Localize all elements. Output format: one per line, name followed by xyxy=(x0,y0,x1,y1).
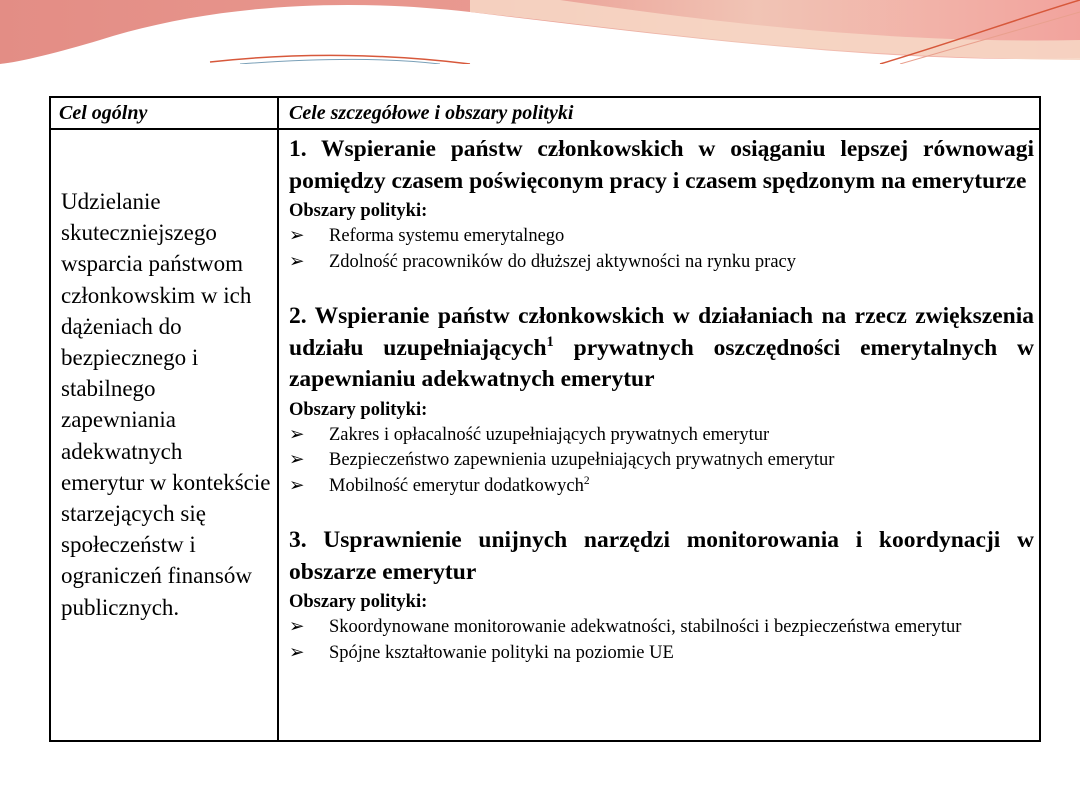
list-item: ➢ Mobilność emerytur dodatkowych$^2$ xyxy=(289,474,1034,500)
section-1 xyxy=(289,134,1034,275)
list-item: ➢ Zakres i opłacalność uzupełniających prywatnych emerytur xyxy=(289,423,1034,449)
arrow-bullet-icon: ➢ xyxy=(289,226,305,246)
table-header-row xyxy=(51,98,1039,130)
section-title: 1. Wspieranie państw członkowskich w osiąganiu lepszej równowagi pomiędzy czasem poświęconym pracy i czasem spędzonym na emeryturze xyxy=(289,136,1034,194)
section-3 xyxy=(289,525,1034,666)
policy-table xyxy=(49,96,1041,742)
arrow-bullet-icon: ➢ xyxy=(289,475,305,496)
list-item: ➢ Zdolność pracowników do dłuższej aktywności na rynku pracy xyxy=(289,250,1034,276)
arrow-bullet-icon: ➢ xyxy=(289,642,305,663)
arrow-bullet-icon: ➢ xyxy=(289,450,305,470)
policy-areas-label: Obszary polityki: xyxy=(289,592,428,612)
arrow-bullet-icon: ➢ xyxy=(289,617,305,637)
header-specific-goals: Cele szczegółowe i obszary polityki xyxy=(289,102,574,124)
footnote-marker: 1 xyxy=(546,333,554,350)
footnote-marker: 2 xyxy=(583,474,590,487)
policy-areas-label: Obszary polityki: xyxy=(289,201,428,221)
policy-areas-list xyxy=(289,615,1034,666)
section-2 xyxy=(289,301,1034,499)
list-item: ➢ Bezpieczeństwo zapewnienia uzupełniających prywatnych emerytur xyxy=(289,448,1034,474)
specific-goals-cell xyxy=(289,134,1034,666)
list-item: ➢ Reforma systemu emerytalnego xyxy=(289,224,1034,250)
arrow-bullet-icon: ➢ xyxy=(289,251,305,272)
policy-areas-list xyxy=(289,224,1034,275)
policy-areas-list xyxy=(289,423,1034,500)
column-divider xyxy=(277,98,279,740)
general-goal-cell: Udzielanie skuteczniejszego wsparcia państwom członkowskim w ich dążeniach do bezpiecznego i stabilnego zapewniania adekwatnych emerytur w kontekście starzejących się społeczeństw i ograniczeń finansów publicznych. xyxy=(61,189,271,620)
policy-areas-label: Obszary polityki: xyxy=(289,399,428,420)
list-item: ➢ Spójne kształtowanie polityki na poziomie UE xyxy=(289,641,1034,667)
arrow-bullet-icon: ➢ xyxy=(289,424,305,445)
header-general-goal: Cel ogólny xyxy=(59,102,148,124)
header-banner xyxy=(0,0,1080,90)
section-title: 2. Wspieranie państw członkowskich w działaniach na rzecz zwiększenia udziału uzupełniających$^1$ prywatnych oszczędności emerytalnych w zapewnianiu adekwatnych emerytur xyxy=(289,303,1034,392)
list-item: ➢ Skoordynowane monitorowanie adekwatności, stabilności i bezpieczeństwa emerytur xyxy=(289,615,1034,641)
section-title: 3. Usprawnienie unijnych narzędzi monitorowania i koordynacji w obszarze emerytur xyxy=(289,527,1034,585)
